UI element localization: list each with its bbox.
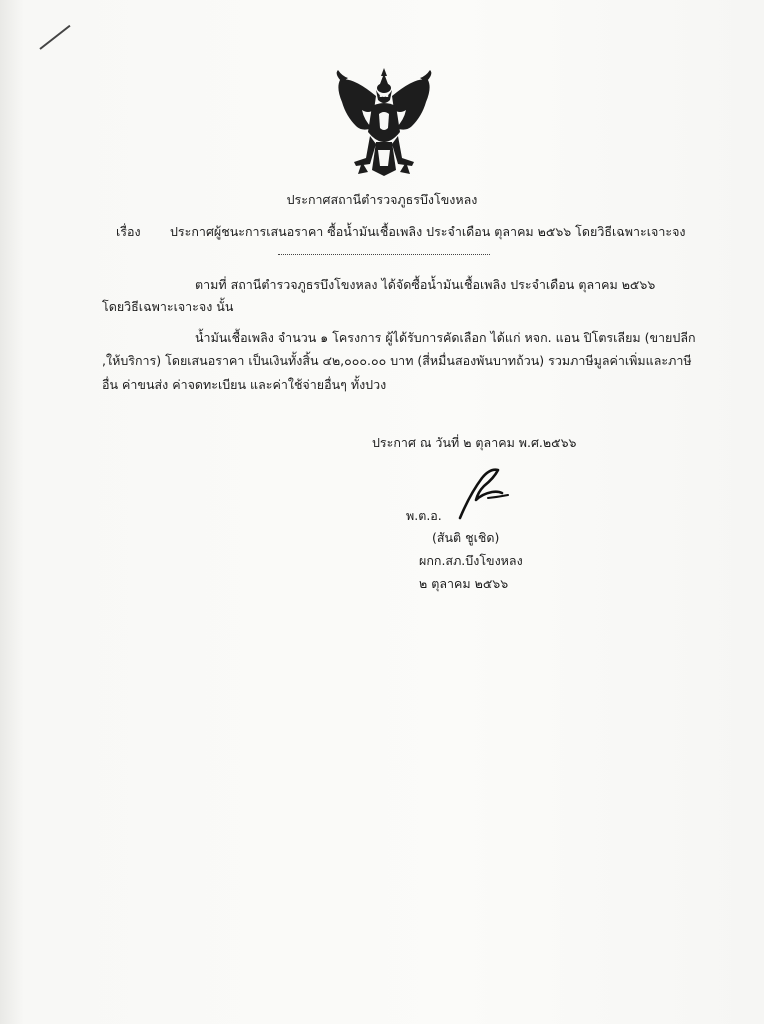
announcement-date: ประกาศ ณ วันที่ ๒ ตุลาคม พ.ศ.๒๕๖๖ bbox=[372, 435, 577, 450]
signer-position: ผกก.สภ.บึงโขงหลง bbox=[419, 553, 523, 568]
announcement-title: ประกาศสถานีตำรวจภูธรบึงโขงหลง bbox=[286, 192, 478, 207]
signed-date: ๒ ตุลาคม ๒๕๖๖ bbox=[419, 576, 509, 591]
paragraph1-line1: ตามที่ สถานีตำรวจภูธรบึงโขงหลง ได้จัดซื้อน้ำมันเชื้อเพลิง ประจำเดือน ตุลาคม ๒๕๖๖ bbox=[195, 277, 656, 292]
subject-text: ประกาศผู้ชนะการเสนอราคา ซื้อน้ำมันเชื้อเพลิง ประจำเดือน ตุลาคม ๒๕๖๖ โดยวิธีเฉพาะเจาะจง bbox=[170, 224, 686, 239]
scan-mark bbox=[39, 25, 70, 50]
paragraph2-line1: น้ำมันเชื้อเพลิง จำนวน ๑ โครงการ ผู้ได้รับการคัดเลือก ได้แก่ หจก. แอน ปิโตรเลียม (ขายปลีก bbox=[195, 330, 696, 345]
paragraph1-line2: โดยวิธีเฉพาะเจาะจง นั้น bbox=[102, 299, 234, 314]
subject-label: เรื่อง bbox=[116, 224, 141, 239]
garuda-emblem bbox=[332, 66, 436, 178]
signer-name: (สันติ ชูเชิด) bbox=[432, 530, 500, 545]
dotted-divider bbox=[278, 254, 490, 255]
signer-rank: พ.ต.อ. bbox=[406, 508, 442, 523]
paragraph2-line3: อื่น ค่าขนส่ง ค่าจดทะเบียน และค่าใช้จ่ายอื่นๆ ทั้งปวง bbox=[102, 377, 387, 392]
paragraph2-line2: ,ให้บริการ) โดยเสนอราคา เป็นเงินทั้งสิ้น ๔๒,๐๐๐.๐๐ บาท (สี่หมื่นสองพันบาทถ้วน) รวมภาษีมูลค่าเพิ่มและภาษี bbox=[102, 353, 692, 368]
handwritten-signature bbox=[448, 464, 520, 522]
